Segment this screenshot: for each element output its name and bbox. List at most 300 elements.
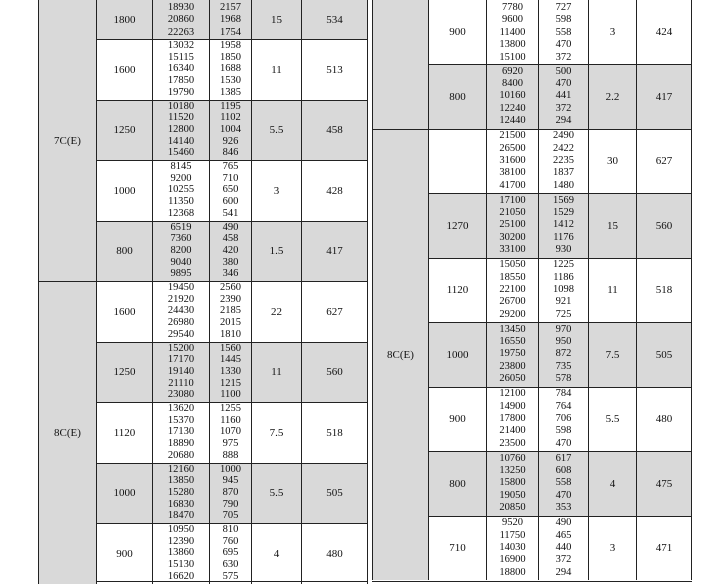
ratio-item: 727 (555, 1, 572, 13)
value-item: 7360 (170, 233, 192, 245)
values-list (499, 388, 525, 452)
value-item: 13850 (167, 475, 195, 487)
power-cell: 15 (252, 0, 302, 39)
value-item: 18800 (499, 566, 526, 578)
power-cell: 7.5 (589, 323, 637, 387)
values-cell (487, 194, 539, 258)
ratios-list (220, 40, 241, 100)
right-table-row (429, 0, 692, 64)
value-item: 20850 (499, 502, 526, 514)
value-item: 14030 (499, 541, 526, 553)
ratio-item: 470 (555, 78, 572, 90)
values-list (499, 0, 525, 65)
ratio-item: 558 (555, 477, 572, 489)
ratios-cell (210, 343, 252, 403)
speed-cell: 1600 (97, 282, 153, 342)
values-cell (487, 517, 539, 581)
value-item: 26500 (499, 142, 526, 154)
value-item: 14140 (167, 135, 195, 147)
values-list (168, 0, 194, 40)
ratios-cell (210, 524, 252, 584)
value-item: 15115 (168, 51, 194, 63)
speed-cell: 900 (429, 388, 487, 452)
value-item: 10180 (167, 100, 195, 112)
ratios-cell (539, 0, 589, 64)
ratios-list (556, 0, 572, 65)
left-grid (38, 0, 368, 582)
value-item: 31600 (499, 154, 526, 166)
power-cell: 5.5 (252, 101, 302, 161)
speed-cell: 1800 (97, 0, 153, 39)
ratio-item: 2560 (220, 282, 241, 294)
speed-cell: 800 (97, 222, 153, 282)
ratios-list (556, 517, 572, 581)
left-table-row (97, 463, 368, 524)
ratios-cell (210, 403, 252, 463)
value-item: 18550 (499, 271, 526, 283)
value-item: 11750 (499, 529, 526, 541)
ratio-item: 541 (222, 207, 239, 219)
value-item: 22263 (167, 26, 195, 38)
power-cell: 3 (252, 161, 302, 221)
ratio-item: 790 (222, 498, 239, 510)
value-item: 26980 (167, 317, 195, 329)
left-model-cell: 8C(E) (38, 281, 97, 584)
ratio-item: 1480 (553, 179, 574, 191)
value-item: 9200 (170, 172, 192, 184)
ratio-item: 2015 (220, 317, 241, 329)
ratio-item: 705 (222, 510, 239, 522)
left-model-cell: 7C(E) (38, 0, 97, 281)
value-item: 12800 (167, 123, 195, 135)
weight-cell: 417 (637, 65, 692, 129)
ratios-list (556, 452, 572, 516)
value-item: 12390 (167, 535, 195, 547)
right-table-row (429, 322, 692, 387)
power-cell: 3 (589, 517, 637, 581)
power-cell: 15 (589, 194, 637, 258)
power-cell: 1.5 (252, 222, 302, 282)
value-item: 15800 (499, 477, 526, 489)
values-list (499, 259, 525, 323)
ratio-item: 1004 (220, 123, 241, 135)
weight-cell: 424 (637, 0, 692, 64)
right-model-cell: 8C(E) (372, 129, 429, 581)
value-item: 10760 (499, 452, 526, 464)
ratio-item: 1968 (220, 14, 241, 25)
value-item: 13860 (167, 547, 195, 559)
ratio-item: 2422 (553, 142, 574, 154)
value-item: 29200 (499, 308, 526, 320)
value-item: 10255 (167, 184, 195, 196)
ratio-item: 735 (555, 360, 572, 372)
value-item: 8200 (170, 244, 192, 256)
speed-cell: 1600 (97, 40, 153, 100)
value-item: 16550 (499, 336, 526, 348)
value-item: 14900 (499, 400, 526, 412)
power-cell: 5.5 (589, 388, 637, 452)
weight-cell: 505 (637, 323, 692, 387)
ratios-list (220, 282, 241, 342)
ratio-item: 470 (555, 39, 572, 50)
left-table-row (97, 402, 368, 463)
speed-cell: 900 (429, 0, 487, 64)
ratio-item: 1810 (220, 328, 241, 340)
value-item: 8145 (170, 161, 192, 173)
values-list (168, 101, 194, 161)
weight-cell: 560 (637, 194, 692, 258)
ratio-item: 630 (222, 559, 239, 571)
ratio-item: 1330 (220, 365, 241, 377)
values-list (499, 130, 525, 194)
value-item: 21050 (499, 207, 526, 219)
ratios-cell (539, 65, 589, 129)
ratios-list (553, 130, 574, 194)
speed-cell: 1120 (429, 259, 487, 323)
value-item: 26700 (499, 296, 526, 308)
ratio-item: 1195 (220, 100, 241, 112)
value-item: 38100 (499, 167, 526, 179)
value-item: 15460 (167, 147, 195, 159)
ratios-cell (210, 161, 252, 221)
values-cell (487, 323, 539, 387)
ratio-item: 1098 (553, 283, 574, 295)
ratio-item: 420 (222, 244, 239, 256)
power-cell: 11 (252, 343, 302, 403)
values-cell (153, 222, 210, 282)
value-item: 12440 (499, 115, 526, 127)
right-grid (372, 0, 692, 582)
power-cell: 2.2 (589, 65, 637, 129)
value-item: 9520 (502, 517, 523, 529)
ratio-item: 353 (555, 502, 572, 514)
values-cell (153, 101, 210, 161)
values-cell (153, 403, 210, 463)
values-cell (153, 524, 210, 584)
weight-cell: 458 (302, 101, 368, 161)
values-list (168, 343, 194, 403)
values-list (168, 403, 194, 463)
power-cell: 7.5 (252, 403, 302, 463)
right-model-cell (372, 0, 429, 129)
ratio-item: 1385 (220, 86, 241, 98)
value-item: 19450 (167, 282, 195, 294)
value-item: 12160 (167, 463, 195, 475)
ratios-cell (210, 282, 252, 342)
ratio-item: 598 (555, 14, 572, 25)
ratio-item: 490 (222, 221, 239, 233)
value-item: 19750 (499, 348, 526, 360)
ratio-item: 1837 (553, 167, 574, 179)
value-item: 21920 (167, 293, 195, 305)
values-cell (153, 464, 210, 524)
ratios-cell (539, 259, 589, 323)
power-cell: 4 (589, 452, 637, 516)
ratio-item: 710 (222, 172, 239, 184)
weight-cell: 480 (637, 388, 692, 452)
weight-cell: 518 (302, 403, 368, 463)
ratio-item: 294 (555, 566, 572, 578)
value-item: 19140 (167, 365, 195, 377)
ratio-item: 372 (555, 102, 572, 114)
ratio-item: 440 (555, 541, 572, 553)
ratio-item: 888 (222, 449, 239, 461)
values-cell (487, 0, 539, 64)
value-item: 15200 (167, 342, 195, 354)
value-item: 22100 (499, 283, 526, 295)
ratios-cell (539, 517, 589, 581)
ratio-item: 490 (555, 517, 572, 529)
values-list (171, 222, 192, 282)
ratio-item: 294 (555, 115, 572, 127)
power-cell: 3 (589, 0, 637, 64)
ratio-item: 810 (222, 524, 239, 536)
ratios-list (220, 101, 241, 161)
ratio-item: 1958 (220, 40, 241, 52)
value-item: 18890 (167, 438, 195, 450)
value-item: 21400 (499, 425, 526, 437)
right-table-row (429, 193, 692, 258)
ratio-item: 921 (555, 296, 572, 308)
value-item: 17850 (167, 75, 195, 87)
value-item: 19790 (167, 86, 195, 98)
ratio-item: 617 (555, 452, 572, 464)
left-table-row (97, 281, 368, 342)
value-item: 9895 (170, 268, 192, 280)
power-cell: 30 (589, 130, 637, 194)
right-table-row (429, 516, 692, 581)
ratio-item: 1102 (220, 112, 241, 124)
right-table-row (429, 451, 692, 516)
value-item: 7780 (502, 1, 523, 13)
value-item: 13620 (167, 403, 195, 415)
values-list (499, 517, 525, 581)
value-item: 30200 (499, 231, 526, 243)
speed-cell: 1250 (97, 343, 153, 403)
right-table (372, 0, 692, 581)
ratios-list (223, 222, 239, 282)
value-item: 10160 (499, 90, 526, 102)
values-cell (153, 282, 210, 342)
ratio-item: 930 (555, 244, 572, 256)
ratios-list (223, 161, 239, 221)
value-item: 15280 (167, 486, 195, 498)
ratio-item: 380 (222, 256, 239, 268)
ratios-cell (210, 464, 252, 524)
value-item: 25100 (499, 219, 526, 231)
ratio-item: 765 (222, 161, 239, 173)
value-item: 12100 (499, 388, 526, 400)
value-item: 15130 (167, 559, 195, 571)
ratio-item: 1850 (220, 51, 241, 63)
value-item: 23080 (167, 389, 195, 401)
value-item: 16900 (499, 554, 526, 566)
value-item: 9600 (502, 14, 523, 25)
ratio-item: 975 (222, 438, 239, 450)
value-item: 11350 (168, 196, 194, 208)
values-list (499, 323, 525, 387)
ratios-cell (210, 222, 252, 282)
ratio-item: 1160 (220, 414, 241, 426)
ratio-item: 598 (555, 425, 572, 437)
ratio-item: 1100 (220, 389, 241, 401)
value-item: 17100 (499, 194, 526, 206)
weight-cell: 627 (637, 130, 692, 194)
ratios-list (556, 65, 572, 129)
weight-cell: 627 (302, 282, 368, 342)
left-table-row (97, 342, 368, 403)
ratio-item: 372 (555, 51, 572, 63)
ratios-cell (539, 452, 589, 516)
value-item: 19050 (499, 489, 526, 501)
ratio-item: 1215 (220, 377, 241, 389)
ratios-cell (539, 323, 589, 387)
value-item: 23500 (499, 437, 526, 449)
ratio-item: 1225 (553, 259, 574, 271)
value-item: 17800 (499, 412, 526, 424)
values-list (168, 524, 194, 584)
value-item: 26050 (499, 373, 526, 385)
value-item: 10950 (167, 524, 195, 536)
ratio-item: 760 (222, 535, 239, 547)
ratio-item: 558 (555, 26, 572, 38)
value-item: 6519 (170, 221, 192, 233)
values-cell (153, 161, 210, 221)
value-item: 18930 (167, 1, 195, 13)
ratio-item: 470 (555, 437, 572, 449)
ratios-list (223, 524, 239, 584)
speed-cell: 710 (429, 517, 487, 581)
power-cell: 22 (252, 282, 302, 342)
values-cell (153, 343, 210, 403)
ratio-item: 575 (222, 570, 239, 582)
value-item: 23800 (499, 360, 526, 372)
ratio-item: 1530 (220, 75, 241, 87)
values-cell (487, 259, 539, 323)
value-item: 18470 (167, 510, 195, 522)
weight-cell: 534 (302, 0, 368, 39)
left-table-row (97, 523, 368, 584)
ratio-item: 1529 (553, 207, 574, 219)
ratio-item: 650 (222, 184, 239, 196)
ratios-list (220, 0, 241, 40)
ratio-item: 1070 (220, 426, 241, 438)
value-item: 13250 (499, 465, 526, 477)
power-cell: 11 (252, 40, 302, 100)
ratio-item: 1445 (220, 354, 241, 366)
weight-cell: 475 (637, 452, 692, 516)
values-cell (153, 40, 210, 100)
value-item: 21110 (168, 377, 194, 389)
value-item: 16340 (167, 63, 195, 75)
ratio-item: 578 (555, 373, 572, 385)
ratio-item: 1186 (553, 271, 574, 283)
value-item: 17170 (167, 354, 195, 366)
left-table-row (97, 100, 368, 161)
ratios-cell (539, 194, 589, 258)
value-item: 13032 (167, 40, 195, 52)
ratio-item: 970 (555, 323, 572, 335)
ratio-item: 2490 (553, 130, 574, 142)
ratios-list (556, 388, 572, 452)
power-cell: 11 (589, 259, 637, 323)
weight-cell: 471 (637, 517, 692, 581)
weight-cell: 417 (302, 222, 368, 282)
speed-cell: 1120 (97, 403, 153, 463)
values-list (168, 161, 194, 221)
weight-cell: 560 (302, 343, 368, 403)
speed-cell (429, 130, 487, 194)
ratio-item: 945 (222, 475, 239, 487)
speed-cell: 1000 (97, 161, 153, 221)
ratios-cell (210, 40, 252, 100)
value-item: 12240 (499, 102, 526, 114)
ratio-item: 1754 (220, 26, 241, 38)
value-item: 24430 (167, 305, 195, 317)
weight-cell: 518 (637, 259, 692, 323)
value-item: 13450 (499, 323, 526, 335)
ratio-item: 465 (555, 529, 572, 541)
left-table-row (97, 0, 368, 39)
value-item: 12368 (167, 207, 195, 219)
left-table (38, 0, 368, 581)
ratio-item: 458 (222, 233, 239, 245)
ratio-item: 1688 (220, 63, 241, 75)
value-item: 16830 (167, 498, 195, 510)
ratio-item: 2185 (220, 305, 241, 317)
weight-cell: 513 (302, 40, 368, 100)
ratio-item: 1569 (553, 194, 574, 206)
ratio-item: 1000 (220, 463, 241, 475)
ratio-item: 1176 (553, 231, 574, 243)
values-list (168, 282, 194, 342)
value-item: 21500 (499, 130, 526, 142)
speed-cell: 800 (429, 65, 487, 129)
ratio-item: 2235 (553, 154, 574, 166)
value-item: 20860 (167, 14, 195, 25)
ratio-item: 2157 (220, 1, 241, 13)
ratio-item: 725 (555, 308, 572, 320)
ratio-item: 441 (555, 90, 572, 102)
value-item: 9040 (170, 256, 192, 268)
ratio-item: 470 (555, 489, 572, 501)
ratio-item: 600 (222, 196, 239, 208)
left-table-row (97, 221, 368, 282)
left-table-row (97, 160, 368, 221)
ratios-cell (210, 101, 252, 161)
speed-cell: 900 (97, 524, 153, 584)
ratio-item: 2390 (220, 293, 241, 305)
value-item: 29540 (167, 328, 195, 340)
values-cell (153, 0, 210, 39)
value-item: 11520 (168, 112, 194, 124)
value-item: 16620 (167, 570, 195, 582)
power-cell: 4 (252, 524, 302, 584)
ratio-item: 784 (555, 388, 572, 400)
ratio-item: 764 (555, 400, 572, 412)
weight-cell: 480 (302, 524, 368, 584)
ratios-list (220, 464, 241, 524)
ratio-item: 846 (222, 147, 239, 159)
speed-cell: 1270 (429, 194, 487, 258)
values-cell (487, 65, 539, 129)
right-table-row (429, 64, 692, 129)
right-table-row (429, 129, 692, 194)
ratio-item: 372 (555, 554, 572, 566)
ratio-item: 926 (222, 135, 239, 147)
right-table-row (429, 387, 692, 452)
left-table-row (97, 39, 368, 100)
